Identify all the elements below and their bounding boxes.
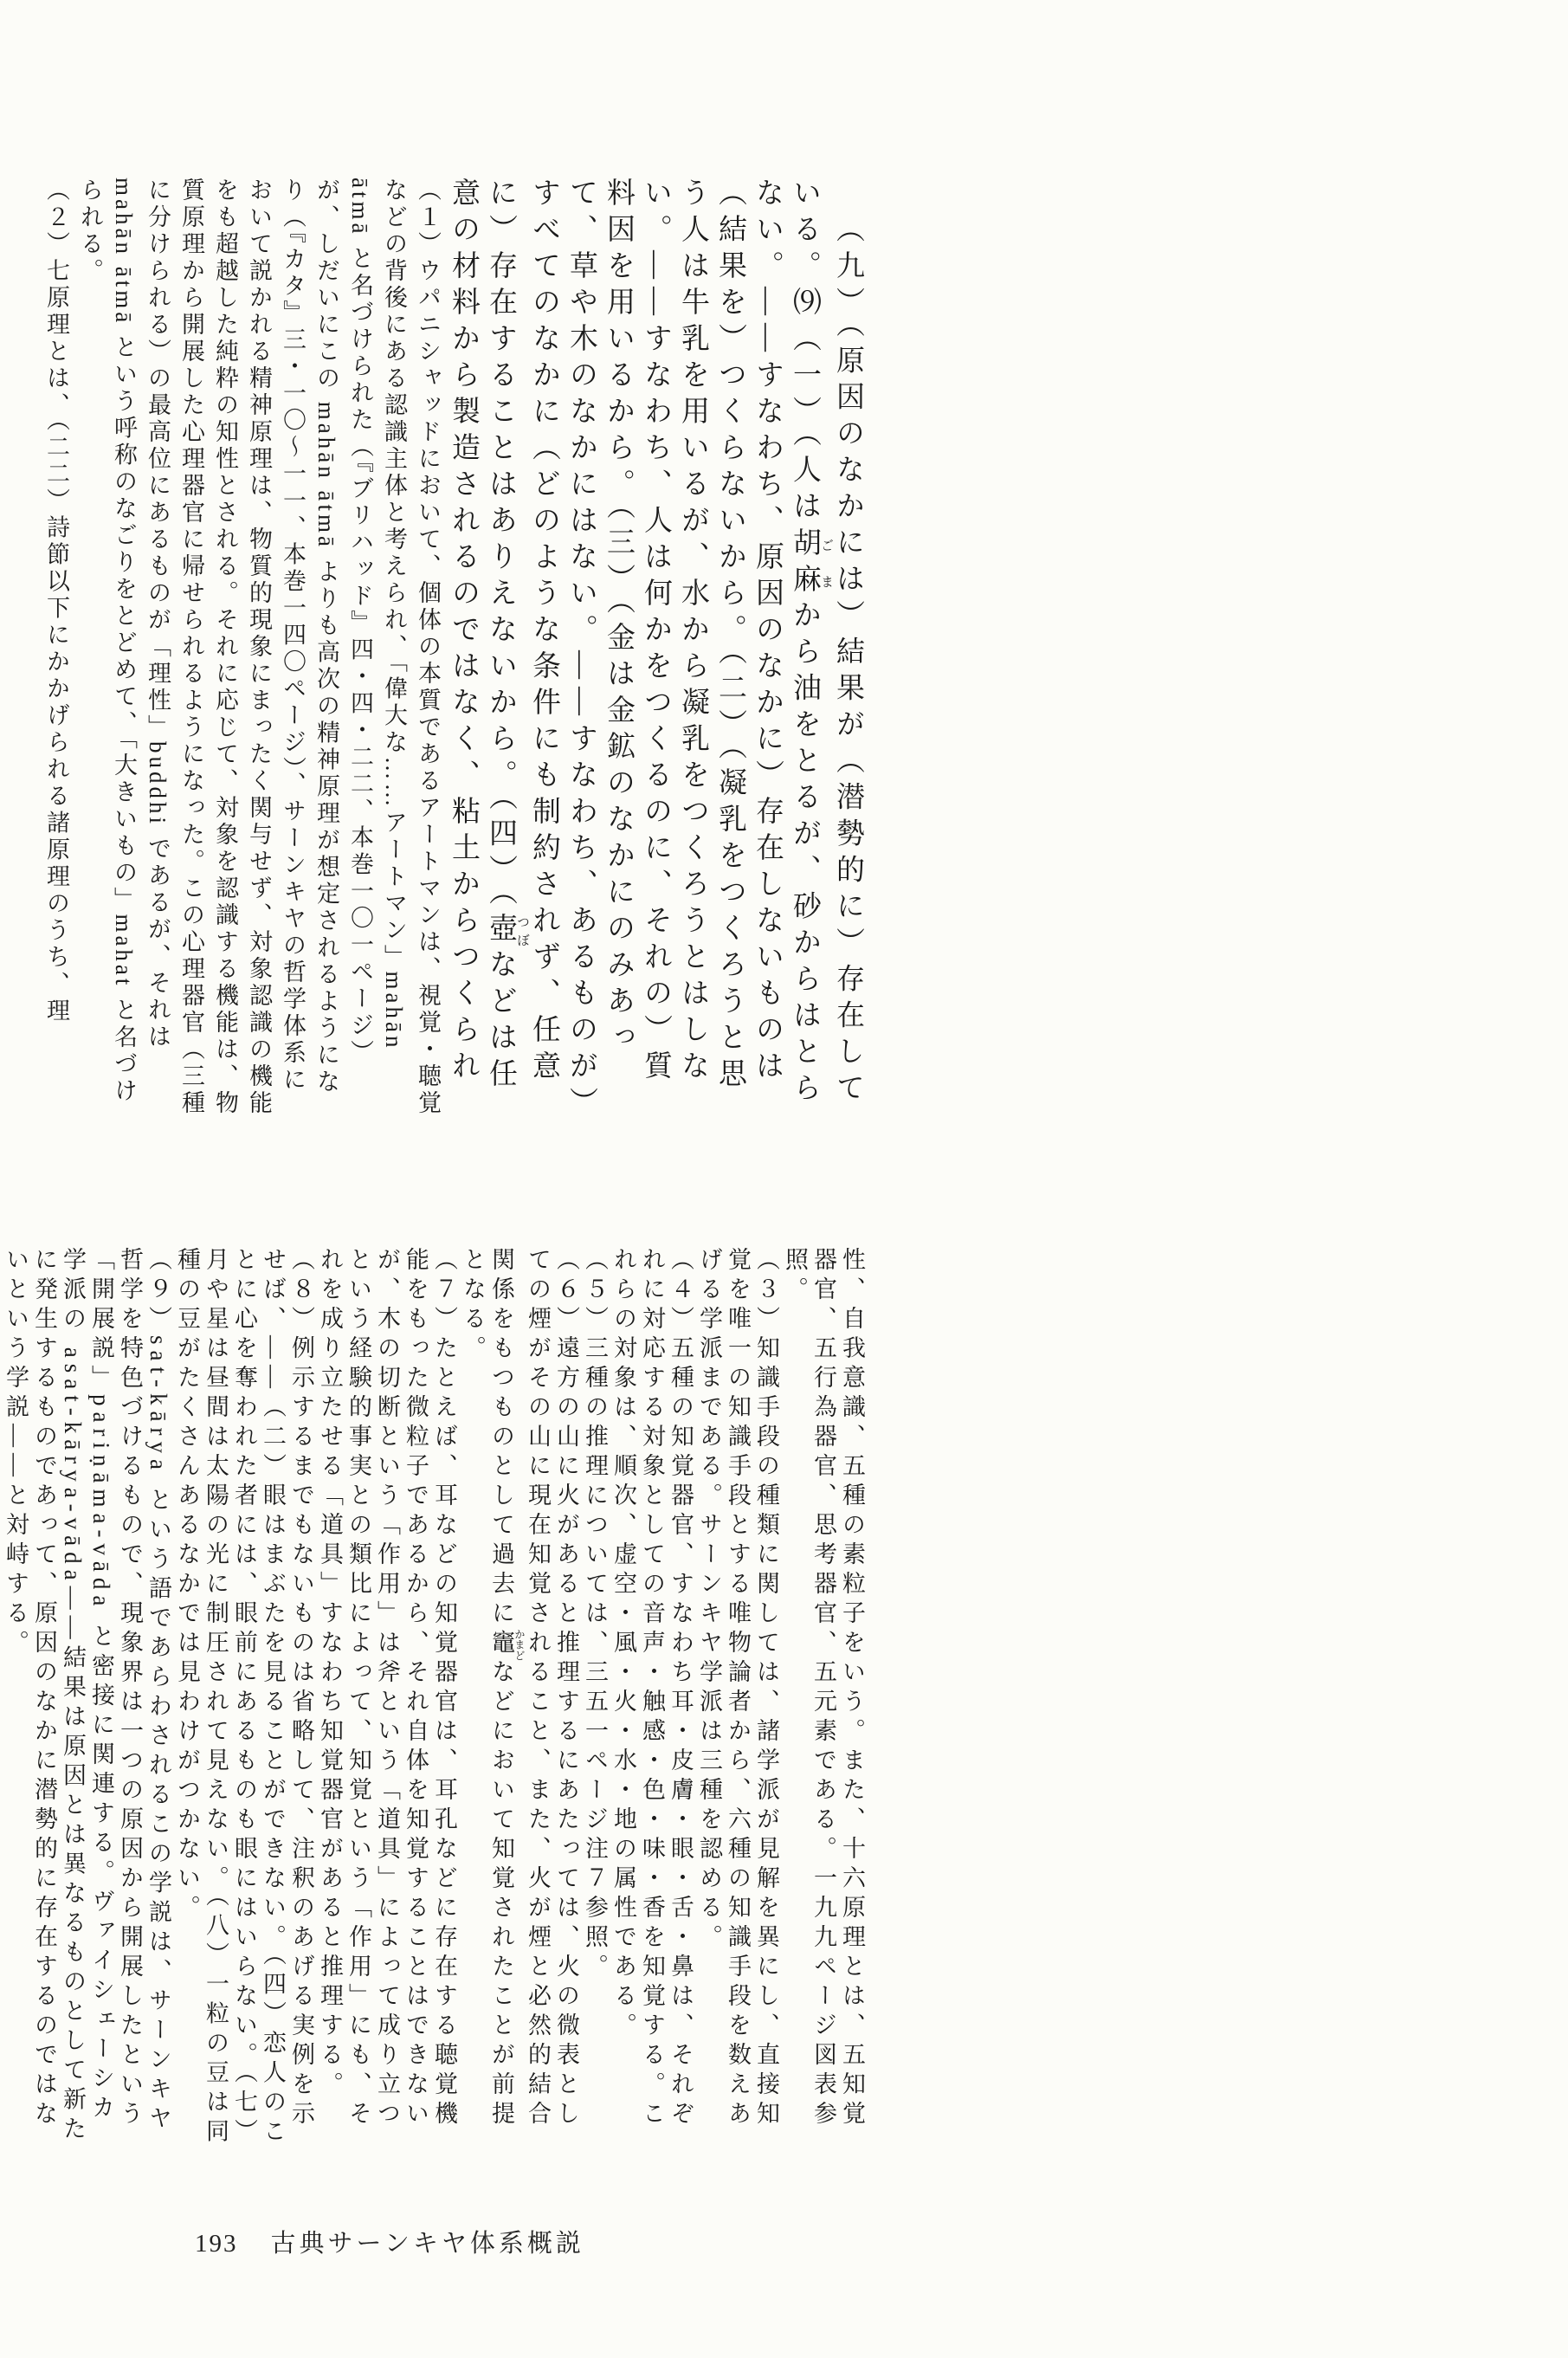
footnote-1-label: （１） (415, 178, 441, 258)
footnote-8-text: 例示するまでもないものは省略して、注釈のあげる実例を示せば、——（二）眼はまぶたを見ることができない。（四）恋人のことに心を奪われた者には、眼前にあるものも眼にはいらない。（七）月や星は昼間は太陽の光に制圧されて見えない。（八）一粒の豆は同種の豆がたくさんあるなかでは見わけがつかない。 (174, 1247, 314, 2148)
footnote-7 (315, 1247, 458, 2152)
footnote-3 (694, 1247, 780, 2152)
footnote-7-label: （７） (431, 1247, 457, 1335)
footnote-9-text: sat-kārya という語であらわされるこの学説は、サーンキヤ哲学を特色づけるもので、現象界は一つの原因から開展したという「開展説」pariṇāma-vāda と密接に関連する。ヴァイシェーシカ学派の asat-kārya-vāda——結果は原因とは異なるものとして新たに発生するものであって、原因のなかに潜勢的に存在するのではないという学説——と対峙する。 (3, 1247, 171, 2146)
footnote-1 (73, 178, 444, 1117)
main-passage: （九）（原因のなかには）結果が（潜勢的に）存在している。⑼（一）（人は胡麻 ごまから油をとるが、砂からはとらない。——すなわち、原因のなかに）存在しないものは（結果を）つくらないから。（二）（凝乳をつくろうと思う人は牛乳を用いるが、水から凝乳をつくろうとはしない。——すなわち、人は何かをつくるのに、それの）質料因を用いるから。（三）（金は金鉱のなかにのみあって、草や木のなかにはない。——すなわち、あるものが）すべてのなかに（どのような条件にも制約されず、任意に）存在することはありえないから。（四）（壺 つぼなどは任意の材料から製造されるのではなく、粘土からつくられ (448, 178, 863, 1109)
footnote-8 (172, 1247, 315, 2152)
footnote-1-text: ウパニシャッドにおいて、個体の本質であるアートマンは、視覚・聴覚などの背後にある認識主体と考えられ、「偉大な……アートマン」mahān ātmā と名づけられた（『ブリハッド』四・四・二二、本巻一〇一ページ）が、しだいにこの mahān ātmā よりも高次の精神原理が想定されるようになり（『カタ』三・一〇〜一一、本巻一四〇ページ）、サーンキヤの哲学体系において説かれる精神原理は、物質的現象にまったく関与せず、対象認識の機能をも超越した純粋の知性とされる。それに応じて、対象を認識する機能は、物質原理から開展した心理器官に帰せられるようになった。この心理器官（三種に分けられる）の最高位にあるものが「理性」buddhi であるが、それは mahān ātmā という呼称のなごりをとどめて、「大きいもの」mahat と名づけられる。 (77, 178, 441, 1117)
footnote-6-text: 遠方の山に火があると推理するにあたっては、火の微表としての煙がその山に現在知覚されること、また、火が煙と必然的結合関係をもつものとして過去に竈 かまどなどにおいて知覚されたことが前提となる。 (460, 1247, 579, 2130)
footnote-9 (1, 1247, 172, 2152)
footnote-5-label: （５） (582, 1247, 608, 1335)
footnote-2-text: 七原理とは、（二二）詩節以下にかかげられる諸原理のうち、理 (43, 258, 69, 1025)
footnote-3-label: （３） (753, 1247, 779, 1335)
footnote-3-text: 知識手段の種類に関しては、諸学派が見解を異にし、直接知覚を唯一の知識手段とする唯物論者から、六種の知識手段を数えあげる学派まである。サーンキヤ学派は三種を認める。 (696, 1247, 779, 2130)
running-title: 古典サーンキヤ体系概説 (270, 2230, 584, 2258)
footnote-6 (458, 1247, 580, 2152)
footnote-5-text: 三種の推理については、三五一ページ注７参照。 (582, 1335, 608, 1983)
footnote-4-text: 五種の知覚器官、すなわち耳・皮膚・眼・舌・鼻は、それぞれに対応する対象としての音声・触感・色・味・香を知覚する。これらの対象は、順次、虚空・風・火・水・地の属性である。 (610, 1247, 694, 2130)
footnote-9-label: （９） (145, 1247, 171, 1335)
footnote-7-text: たとえば、耳などの知覚器官は、耳孔などに存在する聴覚機能をもった微粒子であるから、それ自体を知覚することはできないが、木の切断という「作用」は斧という「道具」によって成り立つという経験的事実との類比によって、知覚という「作用」にも、それを成り立たせる「道具」すなわち知覚器官があると推理する。 (317, 1247, 457, 2130)
lower-text-block (1, 1247, 866, 2152)
upper-text-block (39, 178, 866, 1117)
footnote-6-label: （６） (553, 1247, 579, 1335)
footnote-8-label: （８） (288, 1247, 314, 1335)
footnote-4 (609, 1247, 694, 2152)
page-number: 193 (195, 2230, 238, 2258)
footnote-5 (580, 1247, 609, 2152)
footnote-2-label: （２） (43, 178, 69, 258)
footnote-2-continuation: 性、自我意識、五種の素粒子をいう。また、十六原理とは、五知覚器官、五行為器官、思考器官、五元素である。一九九ページ図表参照。 (782, 1247, 865, 2130)
footnote-4-label: （４） (668, 1247, 694, 1335)
page-footer (195, 2224, 584, 2259)
footnote-2 (39, 178, 73, 1117)
